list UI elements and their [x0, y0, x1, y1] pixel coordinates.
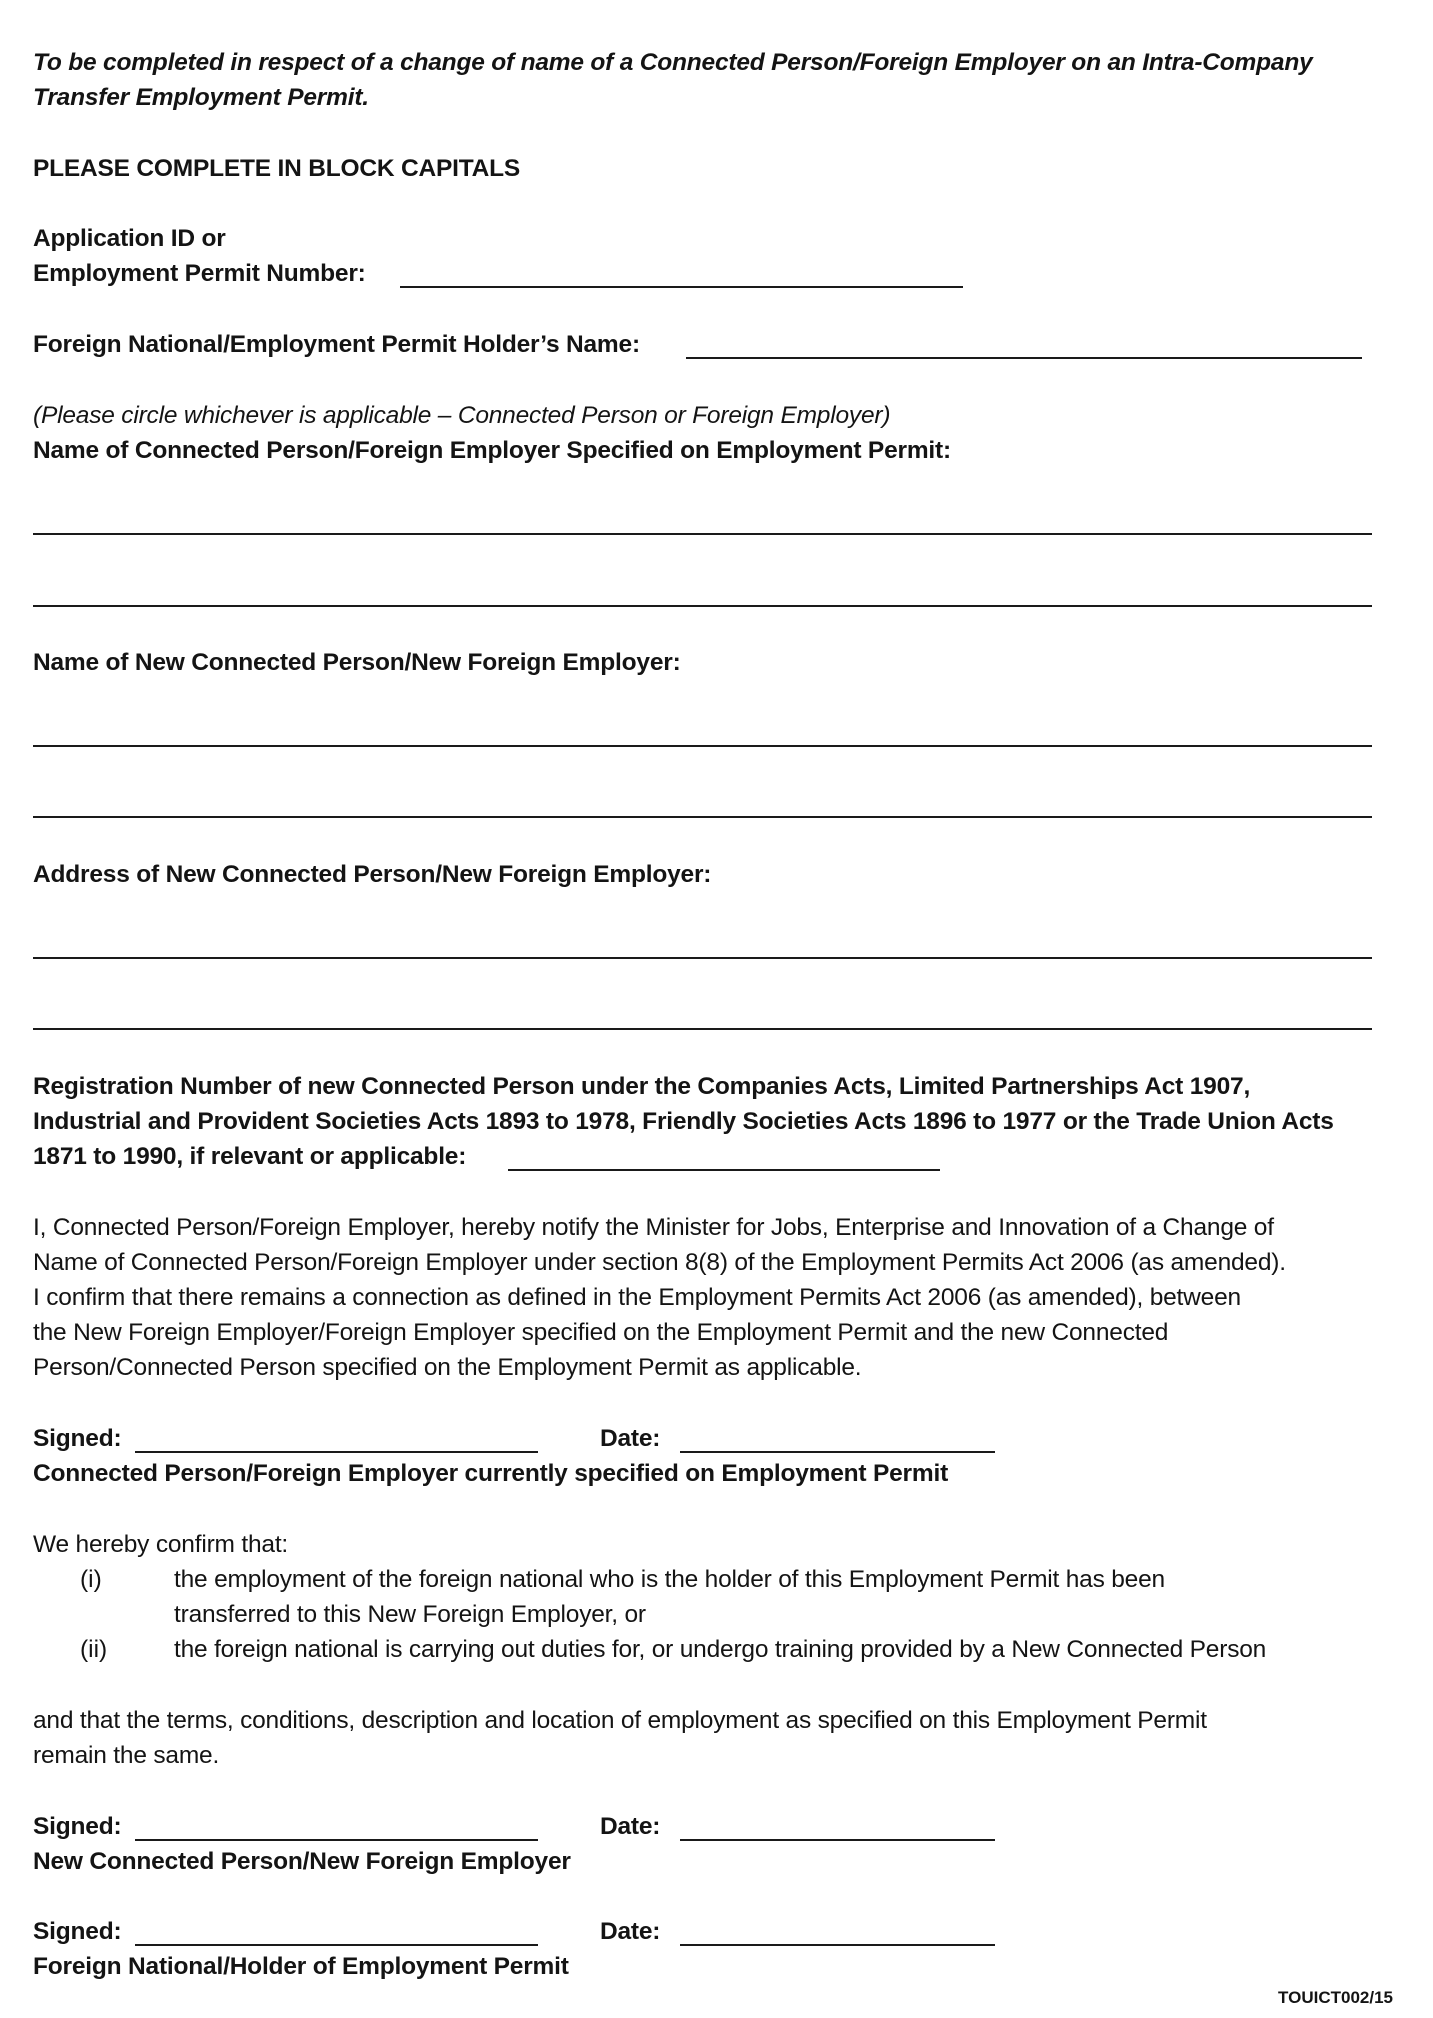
registration-line-3: 1871 to 1990, if relevant or applicable:	[33, 1143, 467, 1170]
intro-line-1: To be completed in respect of a change of name of a Connected Person/Foreign Employer on an Intra-Company	[33, 49, 1313, 76]
confirm-outro-line-1: and that the terms, conditions, description and location of employment as specified on this Employment Permit	[33, 1707, 1207, 1734]
confirm-item-1-line-2: transferred to this New Foreign Employer, or	[174, 1601, 646, 1628]
signature-field-3[interactable]	[135, 1914, 538, 1946]
signed-label-2: Signed:	[33, 1813, 122, 1840]
holder-name-field[interactable]	[686, 327, 1362, 359]
date-field-3[interactable]	[680, 1914, 995, 1946]
application-id-field[interactable]	[400, 256, 963, 288]
confirm-intro: We hereby confirm that:	[33, 1531, 289, 1558]
signed-label-1: Signed:	[33, 1425, 122, 1452]
specified-name-field-1[interactable]	[33, 503, 1372, 535]
registration-line-1: Registration Number of new Connected Person under the Companies Acts, Limited Partnerships Act 1907,	[33, 1073, 1251, 1100]
signature-caption-1: Connected Person/Foreign Employer currently specified on Employment Permit	[33, 1460, 949, 1487]
date-label-3: Date:	[600, 1918, 661, 1945]
confirm-outro-line-2: remain the same.	[33, 1742, 220, 1769]
declaration-line-4: the New Foreign Employer/Foreign Employer specified on the Employment Permit and the new Connected	[33, 1319, 1169, 1346]
new-address-label: Address of New Connected Person/New Foreign Employer:	[33, 861, 712, 888]
new-name-label: Name of New Connected Person/New Foreign Employer:	[33, 649, 681, 676]
registration-number-field[interactable]	[508, 1139, 940, 1171]
signed-label-3: Signed:	[33, 1918, 122, 1945]
confirm-item-2-number: (ii)	[80, 1636, 108, 1663]
new-name-field-2[interactable]	[33, 786, 1372, 818]
date-field-2[interactable]	[680, 1809, 995, 1841]
application-id-label-1: Application ID or	[33, 225, 226, 252]
date-label-2: Date:	[600, 1813, 661, 1840]
declaration-line-1: I, Connected Person/Foreign Employer, hereby notify the Minister for Jobs, Enterprise and Innovation of a Change of	[33, 1214, 1274, 1241]
application-id-label-2: Employment Permit Number:	[33, 260, 366, 287]
circle-note: (Please circle whichever is applicable – Connected Person or Foreign Employer)	[33, 402, 891, 429]
declaration-line-3: I confirm that there remains a connection as defined in the Employment Permits Act 2006 (as amended), between	[33, 1284, 1241, 1311]
declaration-line-5: Person/Connected Person specified on the Employment Permit as applicable.	[33, 1354, 862, 1381]
new-address-field-2[interactable]	[33, 998, 1372, 1030]
signature-field-2[interactable]	[135, 1809, 538, 1841]
specified-name-field-2[interactable]	[33, 575, 1372, 607]
new-address-field-1[interactable]	[33, 927, 1372, 959]
signature-field-1[interactable]	[135, 1421, 538, 1453]
confirm-item-1-number: (i)	[80, 1566, 102, 1593]
intro-line-2: Transfer Employment Permit.	[33, 84, 369, 111]
holder-name-label: Foreign National/Employment Permit Holder’s Name:	[33, 331, 640, 358]
confirm-item-2-line-1: the foreign national is carrying out duties for, or undergo training provided by a New Connected Person	[174, 1636, 1267, 1663]
new-name-field-1[interactable]	[33, 715, 1372, 747]
date-field-1[interactable]	[680, 1421, 995, 1453]
confirm-item-1-line-1: the employment of the foreign national who is the holder of this Employment Permit has been	[174, 1566, 1165, 1593]
specified-name-label: Name of Connected Person/Foreign Employer Specified on Employment Permit:	[33, 437, 951, 464]
registration-line-2: Industrial and Provident Societies Acts 1893 to 1978, Friendly Societies Acts 1896 to 1977 or the Trade Union Acts	[33, 1108, 1334, 1135]
form-code: TOUICT002/15	[1278, 1988, 1393, 2007]
signature-caption-3: Foreign National/Holder of Employment Permit	[33, 1953, 569, 1980]
block-capitals-instruction: PLEASE COMPLETE IN BLOCK CAPITALS	[33, 155, 521, 182]
signature-caption-2: New Connected Person/New Foreign Employer	[33, 1848, 571, 1875]
declaration-line-2: Name of Connected Person/Foreign Employer under section 8(8) of the Employment Permits Act 2006 (as amended).	[33, 1249, 1286, 1276]
date-label-1: Date:	[600, 1425, 661, 1452]
